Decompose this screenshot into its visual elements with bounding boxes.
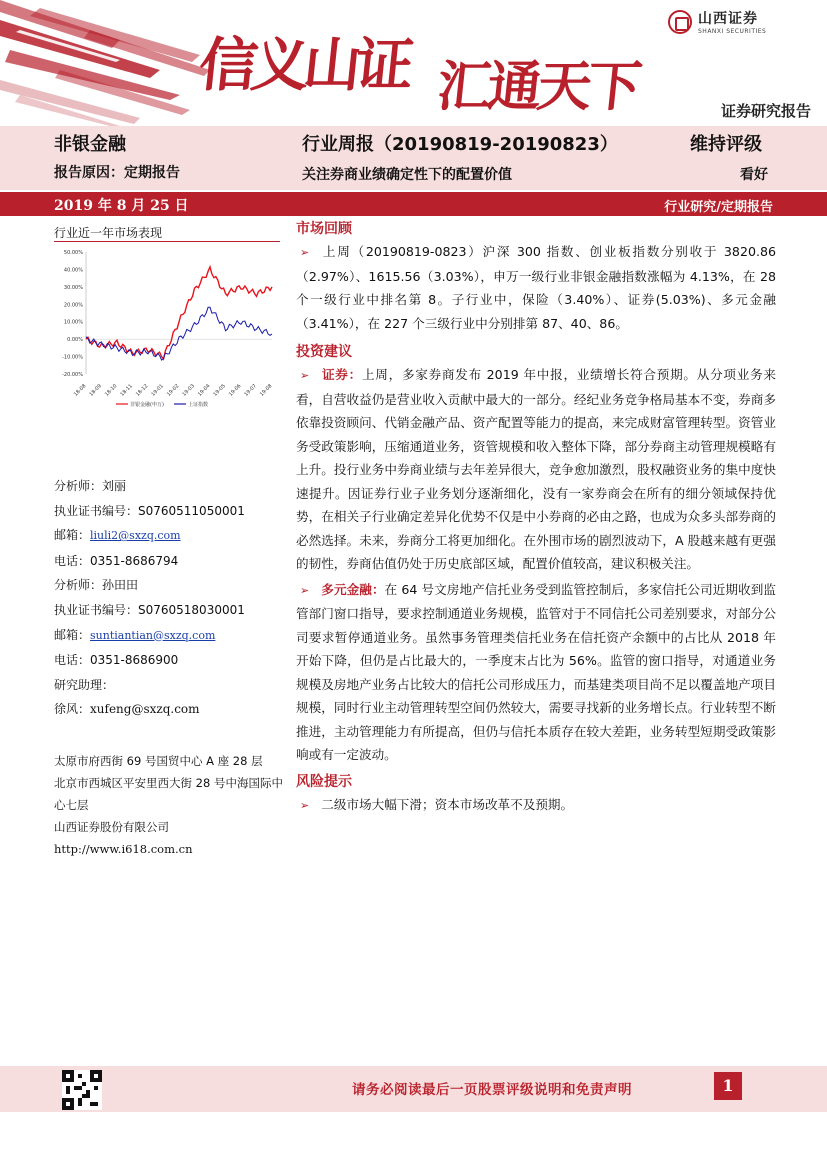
analyst1-name: 分析师：刘丽 [54, 479, 127, 493]
qr-code-icon [62, 1070, 102, 1110]
diversified-paragraph [296, 578, 776, 767]
industry-name: 非银金融 [54, 134, 126, 155]
report-reason: 报告原因：定期报告 [54, 165, 180, 181]
arrow-bullet-icon: ➢ [300, 798, 310, 812]
legend-label: 上证指数 [188, 402, 209, 408]
header-banner [0, 0, 827, 126]
report-title: 行业周报（20190819-20190823） [302, 134, 618, 155]
address-line1: 太原市府西街 69 号国贸中心 A 座 28 层 [54, 754, 263, 768]
analyst-contacts [54, 474, 284, 722]
securities-label: 证券： [321, 367, 362, 382]
market-performance-chart [54, 244, 280, 414]
logo-en-text: SHANXI SECURITIES [698, 28, 767, 35]
company-name: 山西证券股份有限公司 [54, 820, 169, 834]
analyst1-cert: 执业证书编号：S0760511050001 [54, 503, 245, 518]
analyst2-name: 分析师：孙田田 [54, 578, 139, 593]
analyst2-cert: 执业证书编号：S0760518030001 [54, 602, 245, 617]
address-line2: 北京市西城区平安里西大街 28 号中海国际中心七层 [54, 776, 283, 812]
risk-paragraph [296, 793, 776, 818]
series-line-0 [86, 267, 272, 359]
x-tick-label: 18-11 [119, 383, 134, 398]
arrow-bullet-icon: ➢ [300, 246, 310, 259]
x-tick-label: 19-04 [196, 383, 212, 398]
series-line-1 [86, 307, 272, 360]
report-subtitle: 关注券商业绩确定性下的配置价值 [302, 167, 512, 183]
y-tick-label: -10.00% [62, 354, 83, 361]
legend-label: 非银金融(申万) [130, 402, 164, 408]
y-tick-label: -20.00% [62, 372, 83, 378]
analyst1-email-row [54, 523, 284, 549]
arrow-bullet-icon: ➢ [300, 583, 310, 597]
email-label: 邮箱： [54, 627, 91, 642]
company-address [54, 750, 284, 860]
review-text: 上周（20190819-0823）沪深 300 指数、创业板指数分别收于 3820.86（2.97%）、1615.56（3.03%），申万一级行业非银金融指数涨幅为 4.13%，在 28 个一级行业中排名第 8。子行业中，保险（3.40%）、证券(5.03%)、多元金融（3.41%），在 227 个三级行业中分别排第 87、40、86。 [296, 244, 776, 331]
company-logo [668, 8, 766, 35]
diversified-text: 在 64 号文房地产信托业务受到监管控制后，多家信托公司近期收到监管部门窗口指导，要求控制通道业务规模，监管对于不同信托公司差别要求，对部分公司要求暂停通道业务。虽然事务管理类信托业务在信托资产余额中的占比从 2018 年开始下降，但仍是占比最大的，一季度末占比为 56%。监管的窗口指导，对通道业务规模及房地产业务占比较大的信托公司形成压力，而基建类项目尚不足以覆盖地产项目规模，同时行业主动管理转型空间仍然较大，需要寻找新的业务增长点。行业转型不断推进，主动管理能力有所提高，但仍与信托本质存在较大差距，业务转型短期受政策影响或有一定波动。 [296, 581, 776, 762]
x-tick-label: 19-02 [165, 383, 181, 398]
logo-cn-text: 山西证券 [698, 11, 758, 27]
y-tick-label: 30.00% [63, 284, 83, 291]
analyst2-phone: 电话：0351-8686900 [54, 653, 179, 668]
assistant-contact: 徐风：xufeng@sxzq.com [54, 702, 200, 717]
chart-divider [54, 241, 280, 242]
x-tick-label: 19-05 [212, 383, 227, 398]
x-tick-label: 19-08 [258, 383, 274, 398]
slogan-left: 信义山证 [195, 31, 412, 99]
slogan-right: 汇通天下 [434, 55, 641, 118]
footer-disclaimer: 请务必阅读最后一页股票评级说明和免责声明 [352, 1082, 632, 1098]
review-paragraph [296, 240, 776, 335]
y-tick-label: 50.00% [63, 250, 83, 256]
report-category: 行业研究/定期报告 [664, 200, 773, 215]
section-heading-risk: 风险提示 [296, 773, 352, 790]
risk-text: 二级市场大幅下滑；资本市场改革不及预期。 [321, 796, 574, 812]
x-tick-label: 18-09 [88, 383, 103, 398]
section-heading-review: 市场回顾 [296, 221, 352, 237]
analyst1-phone: 电话：0351-8686794 [54, 553, 179, 568]
x-tick-label: 18-08 [72, 383, 88, 398]
x-tick-label: 19-01 [150, 383, 165, 398]
report-type-label: 证券研究报告 [720, 102, 811, 120]
shanxi-logo-icon [668, 10, 692, 34]
section-heading-advice: 投资建议 [296, 344, 352, 360]
analyst2-email-row [54, 623, 284, 649]
x-tick-label: 18-10 [103, 383, 119, 398]
assistant-label: 研究助理： [54, 677, 115, 692]
analyst1-email-link[interactable]: liuli2@sxzq.com [90, 529, 181, 543]
arrow-bullet-icon: ➢ [300, 369, 310, 382]
y-tick-label: 10.00% [63, 319, 83, 326]
y-tick-label: 40.00% [63, 267, 83, 274]
securities-paragraph [296, 363, 776, 576]
analyst2-email-link[interactable]: suntiantian@sxzq.com [90, 628, 216, 642]
outlook-label: 看好 [740, 167, 768, 183]
email-label: 邮箱： [54, 528, 91, 543]
main-content [296, 218, 776, 817]
diversified-label: 多元金融： [321, 581, 385, 597]
securities-text: 上周，多家券商发布 2019 年中报，业绩增长符合预期。从分项业务来看，自营收益仍是营业收入贡献中最大的一部分。经纪业务竞争格局基本不变，券商多依靠投资顾问、代销金融产品、资产配置等能力的提高，来完成财富管理转型。资管业务受政策影响，压缩通道业务，资管规模和收入整体下降，部分券商主动管理规模略有上升。投行业务中券商业绩与去年差异很大，竞争愈加激烈，股权融资业务的集中度快速提升。因证券行业子业务划分逐渐细化，没有一家券商会在所有的细分领域保持优势，在相关子行业确定差异化优势不仅是中小券商的必由之路，也成为众多头部券商的必然选择。未来，券商分工将更加细化。在外围市场的剧烈波动下，A 股越来越有更强的韧性，券商估值仍处于历史底部区域，配置价值较高，建议积极关注。 [296, 367, 777, 571]
report-date: 2019 年 8 月 25 日 [54, 198, 189, 214]
chart-title: 行业近一年市场表现 [54, 226, 163, 240]
page-number: 1 [714, 1072, 742, 1100]
rating-label: 维持评级 [690, 134, 762, 155]
x-tick-label: 18-12 [134, 383, 150, 398]
y-tick-label: 0.00% [67, 337, 83, 344]
x-tick-label: 19-03 [181, 383, 196, 398]
y-tick-label: 20.00% [63, 302, 83, 309]
x-tick-label: 19-07 [243, 383, 258, 398]
x-tick-label: 19-06 [227, 383, 243, 398]
company-url[interactable]: http://www.i618.com.cn [54, 842, 193, 856]
